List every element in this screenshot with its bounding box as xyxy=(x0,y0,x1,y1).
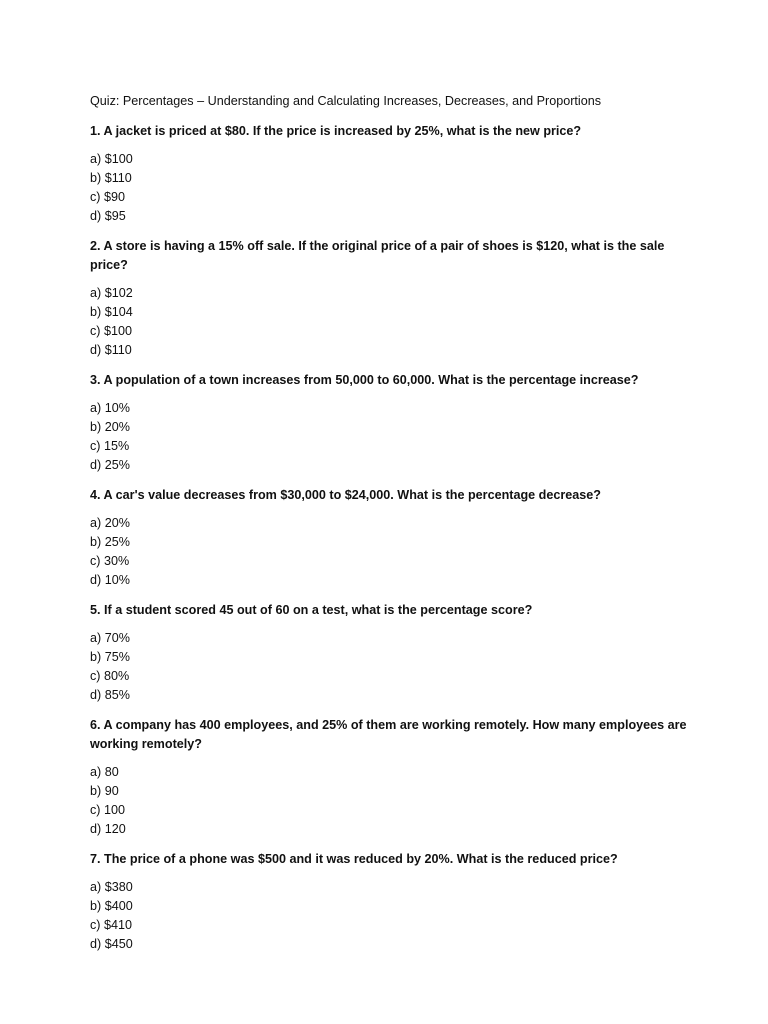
answer-option: b) 20% xyxy=(90,420,130,434)
answer-option: b) 25% xyxy=(90,535,130,549)
question-block xyxy=(90,371,690,475)
answer-option: d) 120 xyxy=(90,822,126,836)
question-block xyxy=(90,122,690,226)
answer-option: a) $380 xyxy=(90,880,133,894)
answer-option: d) 25% xyxy=(90,458,130,472)
answer-options xyxy=(90,878,690,954)
question-text: 7. The price of a phone was $500 and it was reduced by 20%. What is the reduced price? xyxy=(90,852,618,866)
answer-options xyxy=(90,514,690,590)
question-text: 4. A car's value decreases from $30,000 to $24,000. What is the percentage decrease? xyxy=(90,488,601,502)
answer-option: c) $410 xyxy=(90,918,133,932)
answer-option: b) $104 xyxy=(90,305,133,319)
question-list xyxy=(90,122,690,954)
answer-option: c) 15% xyxy=(90,439,130,453)
answer-option: b) $400 xyxy=(90,899,133,913)
question-block xyxy=(90,850,690,954)
question-block xyxy=(90,601,690,705)
question-block xyxy=(90,716,690,839)
question-block xyxy=(90,486,690,590)
answer-options xyxy=(90,629,690,705)
answer-option: b) $110 xyxy=(90,171,132,185)
answer-options xyxy=(90,763,690,839)
answer-option: c) $90 xyxy=(90,190,126,204)
answer-option: d) $450 xyxy=(90,937,133,951)
answer-option: d) 10% xyxy=(90,573,130,587)
answer-option: c) 30% xyxy=(90,554,130,568)
answer-option: c) 80% xyxy=(90,669,130,683)
answer-option: a) 20% xyxy=(90,516,130,530)
answer-options xyxy=(90,284,690,360)
answer-option: a) $102 xyxy=(90,286,133,300)
answer-option: a) 70% xyxy=(90,631,130,645)
answer-option: b) 75% xyxy=(90,650,130,664)
answer-option: a) 80 xyxy=(90,765,119,779)
question-text: 6. A company has 400 employees, and 25% of them are working remotely. How many employees are working remotely? xyxy=(90,718,687,751)
answer-options xyxy=(90,150,690,226)
question-text: 1. A jacket is priced at $80. If the price is increased by 25%, what is the new price? xyxy=(90,124,582,138)
answer-option: c) 100 xyxy=(90,803,126,817)
answer-options xyxy=(90,399,690,475)
answer-option: b) 90 xyxy=(90,784,119,798)
question-text: 5. If a student scored 45 out of 60 on a test, what is the percentage score? xyxy=(90,603,533,617)
question-text: 2. A store is having a 15% off sale. If the original price of a pair of shoes is $120, what is the sale price? xyxy=(90,239,665,272)
answer-option: a) 10% xyxy=(90,401,130,415)
answer-option: c) $100 xyxy=(90,324,133,338)
question-text: 3. A population of a town increases from 50,000 to 60,000. What is the percentage increase? xyxy=(90,373,639,387)
answer-option: a) $100 xyxy=(90,152,133,166)
answer-option: d) $95 xyxy=(90,209,126,223)
question-block xyxy=(90,237,690,360)
answer-option: d) $110 xyxy=(90,343,132,357)
quiz-title: Quiz: Percentages – Understanding and Calculating Increases, Decreases, and Proportions xyxy=(90,94,602,108)
document-content xyxy=(90,93,690,965)
answer-option: d) 85% xyxy=(90,688,130,702)
